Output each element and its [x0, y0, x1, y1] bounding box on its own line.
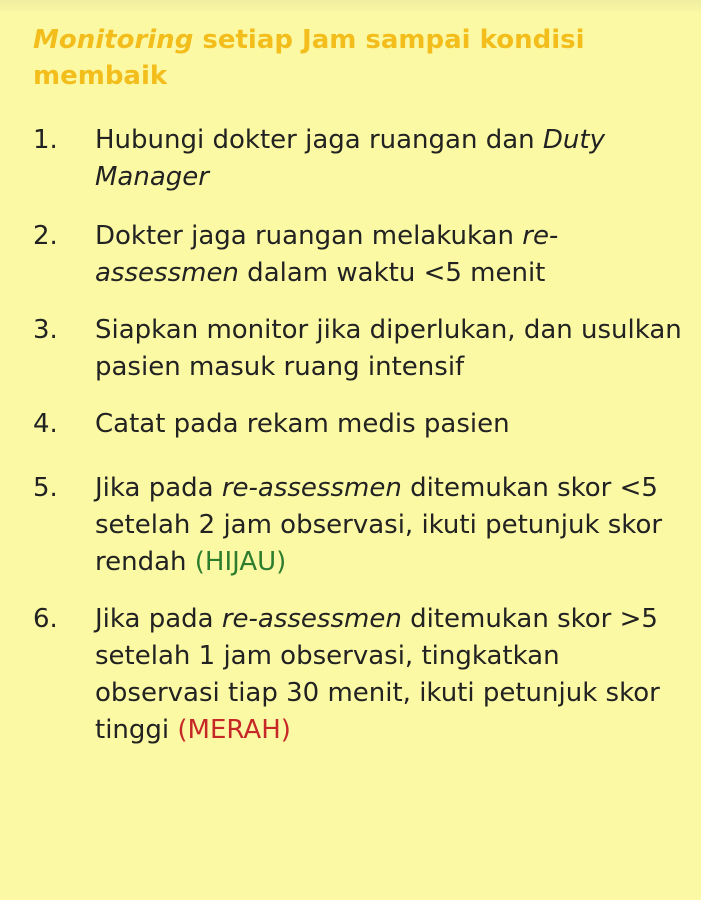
list-item-number: 4. — [33, 409, 58, 439]
list-item-text — [95, 406, 683, 443]
list-item-text — [95, 122, 683, 196]
text-segment: Catat pada rekam medis pasien — [95, 409, 510, 439]
page-title — [33, 22, 673, 94]
text-segment: Hubungi dokter jaga ruangan dan — [95, 125, 543, 155]
list-item-number: 2. — [33, 221, 58, 251]
status-label-red: (MERAH) — [177, 715, 291, 745]
text-segment-italic: re-assessmen — [95, 221, 559, 288]
top-shadow-strip — [0, 0, 701, 14]
title-italic: Monitoring — [33, 25, 194, 55]
title-rest: setiap Jam sampai kondisi membaik — [33, 25, 585, 91]
list-item-number: 6. — [33, 604, 58, 634]
list-item-number: 3. — [33, 315, 58, 345]
text-segment: Dokter jaga ruangan melakukan — [95, 221, 523, 251]
list-item-number: 1. — [33, 125, 58, 155]
list-item-text — [95, 601, 683, 749]
text-segment: Jika pada — [95, 604, 222, 634]
list-item-number: 5. — [33, 473, 58, 503]
list-item-text — [95, 470, 683, 581]
text-segment-italic: re-assessmen — [221, 473, 402, 503]
text-segment-italic: Duty Manager — [95, 125, 605, 192]
text-segment: dalam waktu <5 menit — [238, 258, 546, 288]
text-segment: Jika pada — [95, 473, 222, 503]
list-item-text — [95, 312, 683, 386]
text-segment: ditemukan skor <5 setelah 2 jam observasi, ikuti petunjuk skor rendah — [95, 473, 663, 577]
text-segment: ditemukan skor >5 setelah 1 jam observasi, tingkatkan observasi tiap 30 menit, ikuti petunjuk skor tinggi — [95, 604, 660, 745]
list-item-text — [95, 218, 683, 292]
status-label-green: (HIJAU) — [194, 547, 287, 577]
text-segment: Siapkan monitor jika diperlukan, dan usulkan pasien masuk ruang intensif — [95, 315, 682, 382]
text-segment-italic: re-assessmen — [221, 604, 402, 634]
